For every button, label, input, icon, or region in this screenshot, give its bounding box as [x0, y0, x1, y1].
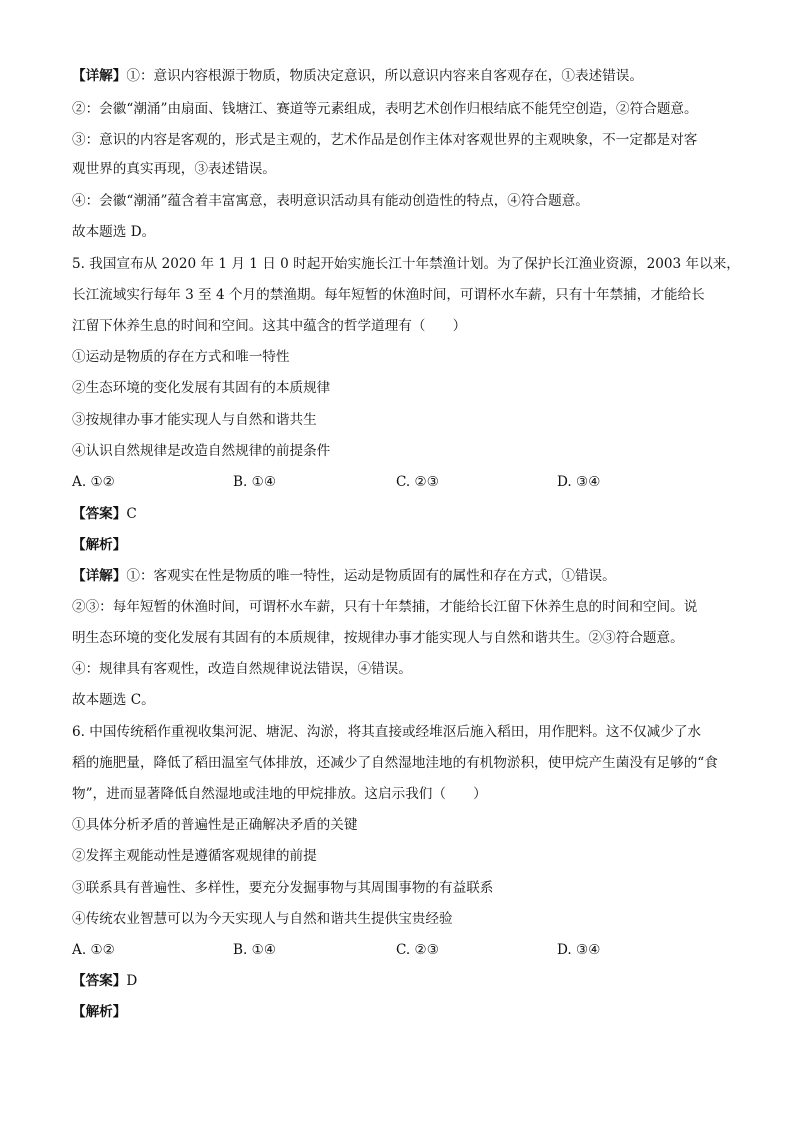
- q4-detail-line-4: 观世界的真实再现，③表述错误。: [72, 161, 276, 177]
- answer-value: C: [126, 506, 137, 522]
- q4-detail-line-1: [72, 66, 724, 86]
- detail-tag: 【详解】: [72, 568, 127, 584]
- q6-stem-line-2: 稻的施肥量，降低了稻田温室气体排放，还减少了自然湿地洼地的有机物淤积，使甲烷产生菌没有足够的“食: [72, 755, 718, 771]
- q6-option-c: C. ②③: [396, 942, 439, 958]
- q5-detail-line-4: ④：规律具有客观性，改造自然规律说法错误，④错误。: [72, 661, 412, 677]
- q5-analysis-tag: 【解析】: [72, 537, 127, 553]
- detail-text: ①：意识内容根源于物质，物质决定意识，所以意识内容来自客观存在，①表述错误。: [126, 68, 643, 84]
- q6-item-2: ②发挥主观能动性是遵循客观规律的前提: [72, 848, 317, 864]
- q5-option-b: B. ①④: [233, 474, 277, 490]
- q6-item-4: ④传统农业智慧可以为今天实现人与自然和谐共生提供宝贵经验: [72, 911, 453, 927]
- q5-stem-line-1: 5. 我国宣布从 2020 年 1 月 1 日 0 时起开始实施长江十年禁渔计划。为了保护长江渔业资源，2003 年以来，: [72, 256, 740, 272]
- detail-text: ①：客观实在性是物质的唯一特性，运动是物质固有的属性和存在方式，①错误。: [126, 568, 616, 584]
- q4-detail-line-5: ④：会徽“潮涌”蕴含着丰富寓意，表明意识活动具有能动创造性的特点，④符合题意。: [72, 193, 589, 209]
- q5-option-d: D. ③④: [557, 474, 601, 490]
- q5-item-4: ④认识自然规律是改造自然规律的前提条件: [72, 443, 331, 459]
- q5-item-1: ①运动是物质的存在方式和唯一特性: [72, 349, 290, 365]
- q6-option-a: A. ①②: [72, 942, 115, 958]
- answer-tag: 【答案】: [72, 973, 127, 989]
- q5-stem-line-2: 长江流域实行每年 3 至 4 个月的禁渔期。每年短暂的休渔时间，可谓杯水车薪，只有十年禁捕，才能给长: [72, 287, 705, 303]
- q6-stem-line-1: 6. 中国传统稻作重视收集河泥、塘泥、沟淤，将其直接或经堆沤后施入稻田，用作肥料。这不仅减少了水: [72, 724, 702, 740]
- q6-item-1: ①具体分析矛盾的普遍性是正确解决矛盾的关键: [72, 817, 358, 833]
- q6-item-3: ③联系具有普遍性、多样性，要充分发掘事物与其周围事物的有益联系: [72, 880, 494, 896]
- detail-tag: 【详解】: [72, 68, 127, 84]
- q5-conclusion: 故本题选 C。: [72, 692, 155, 708]
- q6-option-b: B. ①④: [233, 942, 277, 958]
- q6-answer: [72, 971, 724, 991]
- q5-option-a: A. ①②: [72, 474, 115, 490]
- answer-value: D: [126, 973, 138, 989]
- q5-detail-line-3: 明生态环境的变化发展有其固有的本质规律，按规律办事才能实现人与自然和谐共生。②③符合题意。: [72, 630, 684, 646]
- q5-detail-line-1: [72, 566, 724, 586]
- q6-option-d: D. ③④: [557, 942, 601, 958]
- q6-stem-line-3: 物”，进而显著降低自然湿地或洼地的甲烷排放。这启示我们（ ）: [72, 786, 487, 802]
- q5-option-c: C. ②③: [396, 474, 439, 490]
- q4-detail-line-3: ③：意识的内容是客观的，形式是主观的，艺术作品是创作主体对客观世界的主观映象，不一定都是对客: [72, 132, 698, 148]
- answer-tag: 【答案】: [72, 506, 127, 522]
- q5-item-3: ③按规律办事才能实现人与自然和谐共生: [72, 412, 317, 428]
- q5-stem-line-3: 江留下休养生息的时间和空间。这其中蕴含的哲学道理有（ ）: [72, 318, 467, 334]
- q6-analysis-tag: 【解析】: [72, 1004, 127, 1020]
- q4-conclusion: 故本题选 D。: [72, 224, 156, 240]
- q4-detail-line-2: ②：会徽“潮涌”由扇面、钱塘江、赛道等元素组成，表明艺术创作归根结底不能凭空创造，②符合题意。: [72, 101, 698, 117]
- q5-detail-line-2: ②③：每年短暂的休渔时间，可谓杯水车薪，只有十年禁捕，才能给长江留下休养生息的时间和空间。说: [72, 599, 698, 615]
- q5-answer: [72, 504, 724, 524]
- q5-item-2: ②生态环境的变化发展有其固有的本质规律: [72, 380, 331, 396]
